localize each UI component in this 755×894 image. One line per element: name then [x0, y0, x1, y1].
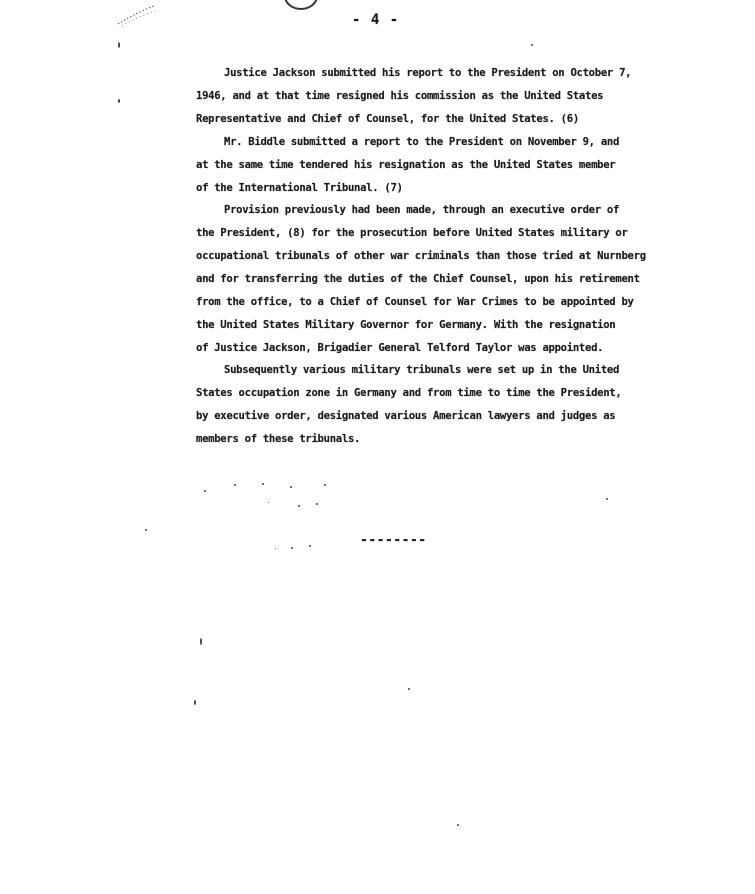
text-line: the President, (8) for the prosecution before United States military or	[196, 227, 628, 239]
scan-mark-arc	[284, 0, 318, 10]
scan-mark-corner	[114, 0, 174, 30]
text-line: and for transferring the duties of the Chief Counsel, upon his retirement	[196, 273, 640, 285]
text-line: from the office, to a Chief of Counsel for War Crimes to be appointed by	[196, 296, 634, 308]
text-line: Subsequently various military tribunals were set up in the United	[224, 364, 620, 376]
section-separator: --------	[360, 533, 427, 548]
text-line: at the same time tendered his resignation as the United States member	[196, 159, 616, 171]
text-line: 1946, and at that time resigned his commission as the United States	[196, 90, 604, 102]
text-line: occupational tribunals of other war criminals than those tried at Nurnberg	[196, 250, 646, 262]
text-line: Mr. Biddle submitted a report to the President on November 9, and	[224, 136, 620, 148]
text-line: members of these tribunals.	[196, 433, 361, 445]
page-number: - 4 -	[352, 12, 400, 28]
text-line: Representative and Chief of Counsel, for the United States. (6)	[196, 113, 579, 125]
text-line: the United States Military Governor for Germany. With the resignation	[196, 319, 616, 331]
text-line: by executive order, designated various American lawyers and judges as	[196, 410, 616, 422]
text-line: States occupation zone in Germany and from time to time the President,	[196, 387, 622, 399]
text-line: of Justice Jackson, Brigadier General Telford Taylor was appointed.	[196, 342, 604, 354]
text-line: Provision previously had been made, through an executive order of	[224, 204, 620, 216]
text-line: Justice Jackson submitted his report to the President on October 7,	[224, 67, 632, 79]
text-line: of the International Tribunal. (7)	[196, 182, 403, 194]
